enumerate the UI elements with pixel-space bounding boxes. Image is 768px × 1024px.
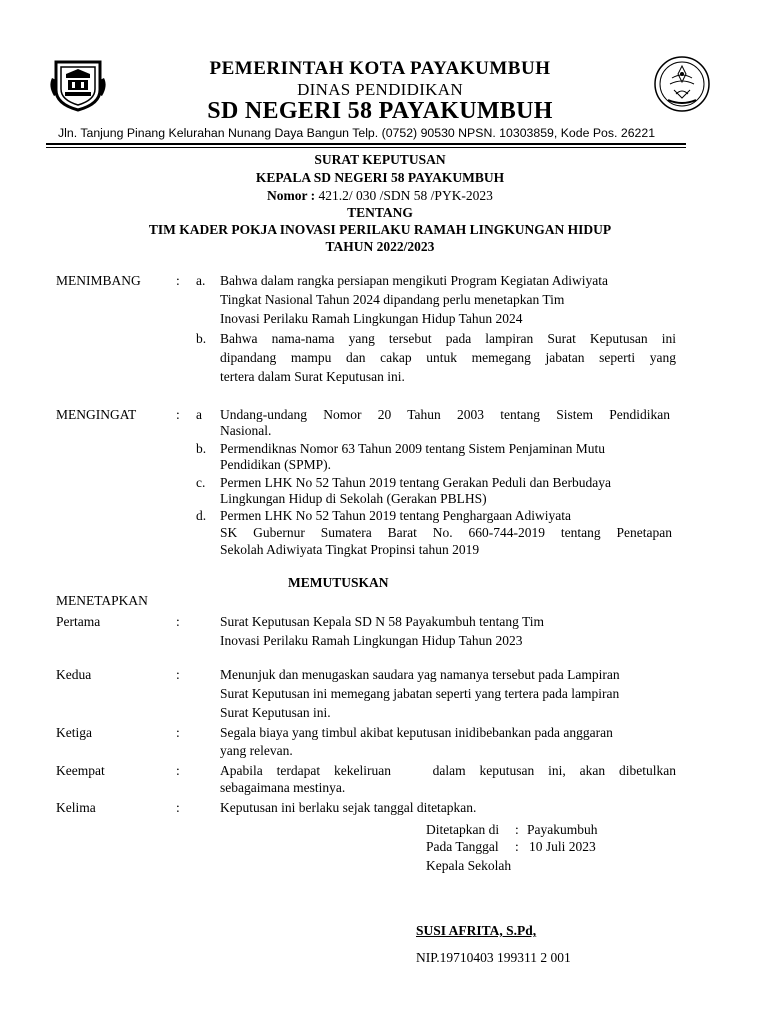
decision-label-kedua: Kedua [56, 667, 92, 682]
mengingat-label: MENGINGAT [56, 407, 137, 422]
mengingat-item-c-letter: c. [196, 475, 206, 490]
school-name: SD NEGERI 58 PAYAKUMBUH [207, 98, 553, 124]
menimbang-colon: : [176, 273, 180, 288]
decision-pertama-line: Inovasi Perilaku Ramah Lingkungan Hidup Tahun 2023 [220, 633, 523, 648]
government-name: PEMERINTAH KOTA PAYAKUMBUH [209, 58, 551, 79]
mengingat-item-c-line: Lingkungan Hidup di Sekolah (Gerakan PBLHS) [220, 491, 487, 506]
decision-keempat-line: sebagaimana mestinya. [220, 780, 346, 795]
mengingat-item-d-letter: d. [196, 508, 207, 523]
decree-tentang: TENTANG [347, 205, 413, 220]
decree-issuer: KEPALA SD NEGERI 58 PAYAKUMBUH [255, 170, 505, 185]
mengingat-colon: : [176, 407, 180, 422]
decision-kelima-line: Keputusan ini berlaku sejak tanggal ditetapkan. [220, 800, 477, 815]
decision-kedua-line: Surat Keputusan ini. [220, 705, 331, 720]
mengingat-item-b-line: Permendiknas Nomor 63 Tahun 2009 tentang Sistem Penjaminan Mutu [220, 441, 606, 456]
letterhead-divider [46, 143, 686, 145]
decision-kedua-line: Menunjuk dan menugaskan saudara yag namanya tersebut pada Lampiran [220, 667, 620, 682]
menimbang-label: MENIMBANG [56, 273, 141, 288]
mengingat-item-c-line: Permen LHK No 52 Tahun 2019 tentang Gerakan Peduli dan Berbudaya [220, 475, 611, 490]
decision-label-ketiga: Ketiga [56, 725, 92, 740]
decision-ketiga-line: yang relevan. [220, 743, 293, 758]
decree-subject: TIM KADER POKJA INOVASI PERILAKU RAMAH LINGKUNGAN HIDUP [148, 222, 612, 237]
decision-colon: : [176, 667, 180, 682]
mengingat-item-a-line: Nasional. [220, 423, 272, 438]
department-name: DINAS PENDIDIKAN [297, 80, 463, 99]
school-address: Jln. Tanjung Pinang Kelurahan Nunang Daya Bangun Telp. (0752) 90530 NPSN. 10303859, Kode Pos. 26221 [58, 126, 656, 140]
mengingat-item-d-line: SK Gubernur Sumatera Barat No. 660-744-2019 tentang Penetapan [220, 525, 672, 540]
decision-colon: : [176, 725, 180, 740]
decision-keempat-line: Apabila terdapat kekeliruan dalam keputusan ini, akan dibetulkan [220, 763, 676, 778]
ditetapkan-value: Payakumbuh [527, 822, 598, 837]
ditetapkan-colon: : [515, 822, 519, 837]
decision-colon: : [176, 763, 180, 778]
mengingat-item-a-letter: a [196, 407, 202, 422]
mengingat-item-b-line: Pendidikan (SPMP). [220, 457, 332, 472]
decree-title: SURAT KEPUTUSAN [314, 152, 446, 167]
menimbang-item-a-line: Inovasi Perilaku Ramah Lingkungan Hidup Tahun 2024 [220, 311, 523, 326]
tanggal-label: Pada Tanggal [426, 839, 499, 854]
menimbang-item-a-letter: a. [196, 273, 206, 288]
tanggal-colon: : [515, 839, 519, 854]
menimbang-item-b-letter: b. [196, 331, 207, 346]
ditetapkan-label: Ditetapkan di [426, 822, 500, 837]
tanggal-value: 10 Juli 2023 [529, 839, 596, 854]
decree-number-value: 421.2/ 030 /SDN 58 /PYK-2023 [318, 188, 493, 203]
signatory-position: Kepala Sekolah [426, 858, 512, 873]
menimbang-item-a-line: Bahwa dalam rangka persiapan mengikuti Program Kegiatan Adiwiyata [220, 273, 609, 288]
decree-year: TAHUN 2022/2023 [325, 239, 435, 254]
letterhead-divider-thin [46, 147, 686, 148]
mengingat-item-a-line: Undang-undang Nomor 20 Tahun 2003 tentang Sistem Pendidikan [220, 407, 670, 422]
mengingat-item-d-line: Permen LHK No 52 Tahun 2019 tentang Penghargaan Adiwiyata [220, 508, 571, 523]
mengingat-item-b-letter: b. [196, 441, 207, 456]
menimbang-item-b-line: tertera dalam Surat Keputusan ini. [220, 369, 405, 384]
decision-colon: : [176, 614, 180, 629]
decision-label-keempat: Keempat [56, 763, 105, 778]
menetapkan-label: MENETAPKAN [56, 593, 148, 608]
decision-kedua-line: Surat Keputusan ini memegang jabatan seperti yang tertera pada lampiran [220, 686, 620, 701]
decision-label-pertama: Pertama [56, 614, 101, 629]
memutuskan-heading: MEMUTUSKAN [288, 575, 389, 590]
decree-number-label: Nomor : [267, 188, 316, 203]
decision-ketiga-line: Segala biaya yang timbul akibat keputusan inidibebankan pada anggaran [220, 725, 613, 740]
tut-wuri-handayani-icon [652, 54, 712, 114]
menimbang-item-b-line: dipandang mampu dan cakap untuk memegang jabatan seperti yang [220, 350, 676, 365]
menimbang-item-a-line: Tingkat Nasional Tahun 2024 dipandang perlu menetapkan Tim [220, 292, 565, 307]
mengingat-item-d-line: Sekolah Adiwiyata Tingkat Propinsi tahun 2019 [220, 542, 480, 557]
city-emblem-icon [48, 56, 108, 112]
menimbang-item-b-line: Bahwa nama-nama yang tersebut pada lampiran Surat Keputusan ini [220, 331, 676, 346]
decision-colon: : [176, 800, 180, 815]
signatory-nip: NIP.19710403 199311 2 001 [416, 950, 571, 965]
decision-pertama-line: Surat Keputusan Kepala SD N 58 Payakumbuh tentang Tim [220, 614, 544, 629]
decision-label-kelima: Kelima [56, 800, 96, 815]
decree-number [60, 188, 700, 204]
signatory-name: SUSI AFRITA, S.Pd, [416, 923, 537, 938]
